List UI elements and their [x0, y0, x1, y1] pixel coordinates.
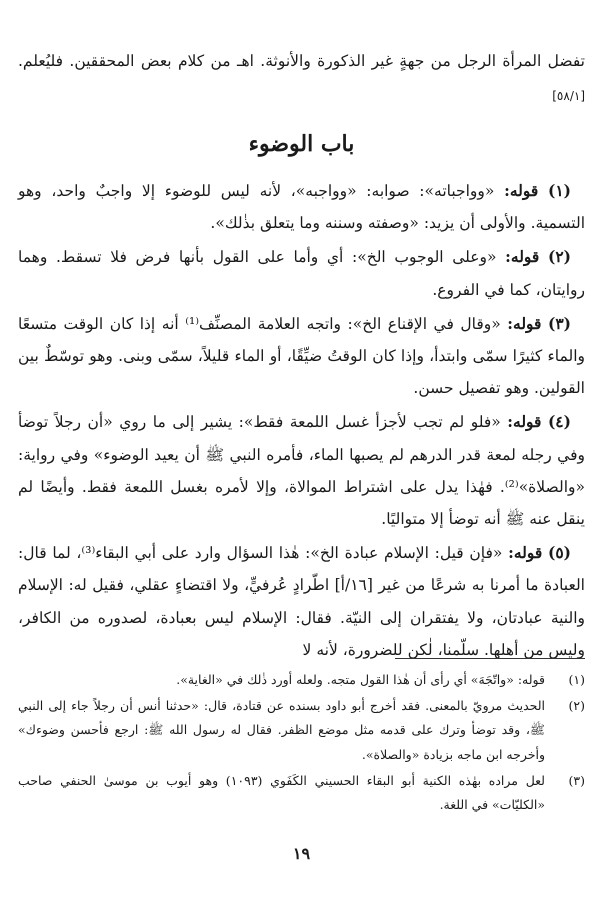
- footnote-1: [18, 668, 585, 692]
- page-number: ١٩: [292, 844, 311, 863]
- commentary-entry-5: [18, 537, 585, 666]
- entry-number: (١): [547, 181, 571, 200]
- entry-text: «فلو لم تجب لأجزأ غسل اللمعة فقط»: يشير إلى ما روي «أن رجلاً توضأ وفي رجله لمعة قدر الدرهم لم يصبها الماء، فأمره النبي ﷺ أن يعيد الوضوء» وفي رواية: «والصلاة»⁽²⁾. فهٰذا يدل على اشتراط الموالاة، وإلا لأمره بغسل اللمعة فقط. وأيضًا لم ينقل عنه ﷺ أنه توضأ إلا متواليًا.: [18, 413, 585, 529]
- footnote-number: (١): [568, 672, 585, 687]
- intro-paragraph: [18, 44, 585, 113]
- footnote-3: [18, 769, 585, 817]
- commentary-entry-3: [18, 308, 585, 405]
- entry-number: (٥): [548, 543, 572, 563]
- commentary-entry-1: [18, 175, 585, 239]
- footnote-text: الحديث مرويّ بالمعنى. فقد أخرج أبو داود بسنده عن قتادة، قال: «حدثنا أنس أن رجلاً جاء إلى النبي ﷺ، وقد توضأ وترك على قدمه مثل موضع الظفر. فقال له رسول الله ﷺ: ارجع فأحسن وضوءك» وأخرجه ابن ماجه بزيادة «والصلاة».: [18, 698, 545, 762]
- entry-lead: قوله:: [508, 543, 543, 563]
- manuscript-reference: [٥٨/١]: [552, 89, 585, 103]
- entry-text: «فإن قيل: الإسلام عبادة الخ»: هٰذا السؤال وارد على أبي البقاء⁽³⁾، لما قال: العبادة ما أمرنا به شرعًا من غير [١٦/أ] اطّرادٍ عُرفيٍّ، ولا اقتضاءٍ عقلي، فقيل له: الإسلام والنية عبادتان، ولا يفتقران إلى النيّة. فقال: الإسلام ليس بعبادة، لصدوره من الكافر، وليس من أهلها. سلّمنا، لٰكن للضرورة، لأنه لا: [18, 544, 585, 659]
- entry-lead: قوله:: [505, 247, 540, 267]
- footnotes-section: [18, 668, 585, 819]
- footnote-number: (٢): [568, 698, 585, 714]
- entry-number: (٤): [547, 412, 571, 432]
- entry-text: «وقال في الإقناع الخ»: واتجه العلامة المصنِّف⁽¹⁾ أنه إذا كان الوقت متسعًا والماء كثيرًا سمّى وابتدأ، وإذا كان الوقتُ ضيِّقًا، أو الماء قليلاً، سمّى وبنى. وهو توسّطٌ بين القولين. وهو تفصيل حسن.: [18, 314, 585, 398]
- entry-number: (٣): [547, 313, 571, 333]
- entry-lead: قوله:: [507, 313, 542, 333]
- entry-text: «وعلى الوجوب الخ»: أي وأما على القول بأنها فرض فلا تسقط. وهما روايتان، كما في الفروع.: [18, 248, 585, 299]
- chapter-title: باب الوضوء: [248, 131, 355, 157]
- footnote-text: قوله: «واتّجَهَ» أي رأى أن هٰذا القول متجه. ولعله أورد ذٰلك في «الغاية».: [176, 672, 545, 687]
- footnote-text: لعل مراده بهٰذه الكنية أبو البقاء الحسيني الكَفَوي (١٠٩٣) وهو أيوب بن موسىٰ الحنفي صاحب «الكليّات» في اللغة.: [18, 772, 545, 813]
- entry-text: «وواجباته»: صوابه: «وواجبه»، لأنه ليس للوضوء إلا واجبٌ واحد، وهو التسمية. والأولى أن يزيد: «وصفته وسننه وما يتعلق بذٰلك».: [18, 182, 585, 233]
- entry-lead: قوله:: [504, 181, 539, 200]
- entry-number: (٢): [548, 247, 572, 267]
- footnote-separator: [395, 658, 585, 659]
- commentary-entry-4: [18, 406, 585, 535]
- intro-text: تفضل المرأة الرجل من جهةٍ غير الذكورة والأنوثة. اهـ من كلام بعض المحققين. فليُعلم.: [18, 52, 585, 70]
- footnote-2: [18, 694, 585, 767]
- commentary-entry-2: [18, 241, 585, 305]
- entry-lead: قوله:: [507, 412, 542, 432]
- footnote-number: (٣): [568, 772, 585, 788]
